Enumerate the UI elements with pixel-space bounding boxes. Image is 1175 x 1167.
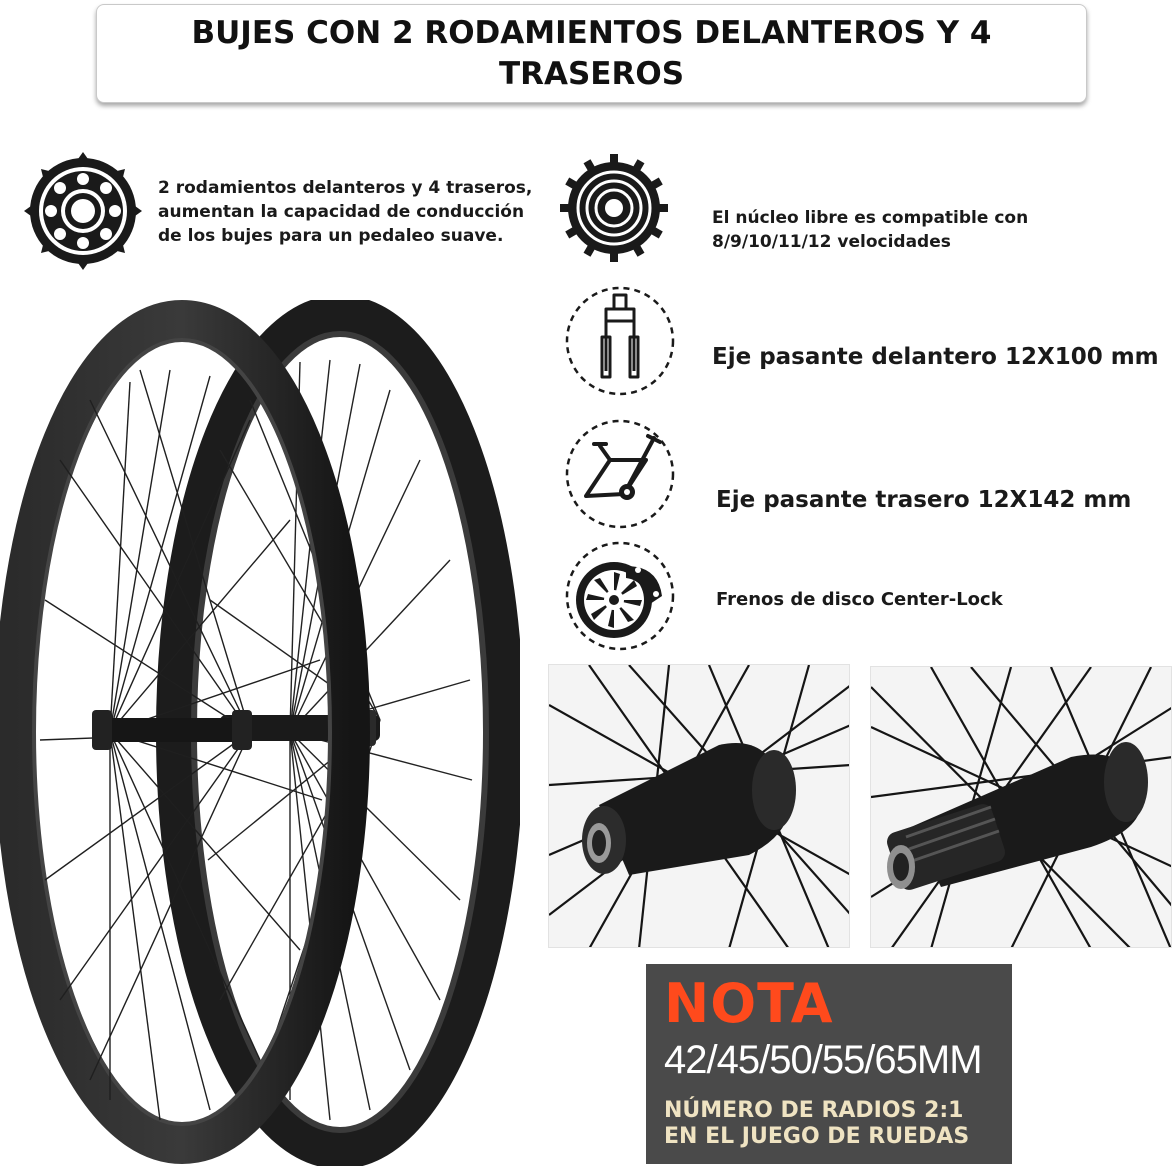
front-hub-photo	[548, 664, 850, 948]
fork-icon	[564, 285, 676, 397]
rear-hub-photo	[870, 666, 1172, 948]
feature-brakes-text: Frenos de disco Center-Lock	[716, 589, 1003, 610]
wheelset-image	[0, 300, 520, 1166]
cassette-icon	[558, 152, 670, 264]
note-title: NOTA	[664, 972, 834, 1035]
feature-front-axle-text: Eje pasante delantero 12X100 mm	[712, 344, 1159, 370]
page-title: BUJES CON 2 RODAMIENTOS DELANTEROS Y 4 TRASEROS	[191, 14, 992, 92]
rim-depth-sizes: 42/45/50/55/65MM	[664, 1038, 982, 1082]
bearing-icon	[24, 152, 142, 270]
title-banner	[96, 4, 1087, 103]
bike-frame-icon	[564, 418, 676, 530]
note-box	[646, 964, 1012, 1164]
spoke-ratio-line-1: NÚMERO DE RADIOS 2:1	[664, 1098, 964, 1123]
feature-rear-axle-text: Eje pasante trasero 12X142 mm	[716, 487, 1132, 513]
feature-freehub-text: El núcleo libre es compatible con 8/9/10/11/12 velocidades	[712, 208, 1029, 252]
feature-bearings-text: 2 rodamientos delanteros y 4 traseros, aumentan la capacidad de conducción de los bujes para un pedaleo suave.	[158, 178, 533, 246]
disc-brake-icon	[564, 540, 676, 652]
spoke-ratio-line-2: EN EL JUEGO DE RUEDAS	[664, 1124, 970, 1149]
